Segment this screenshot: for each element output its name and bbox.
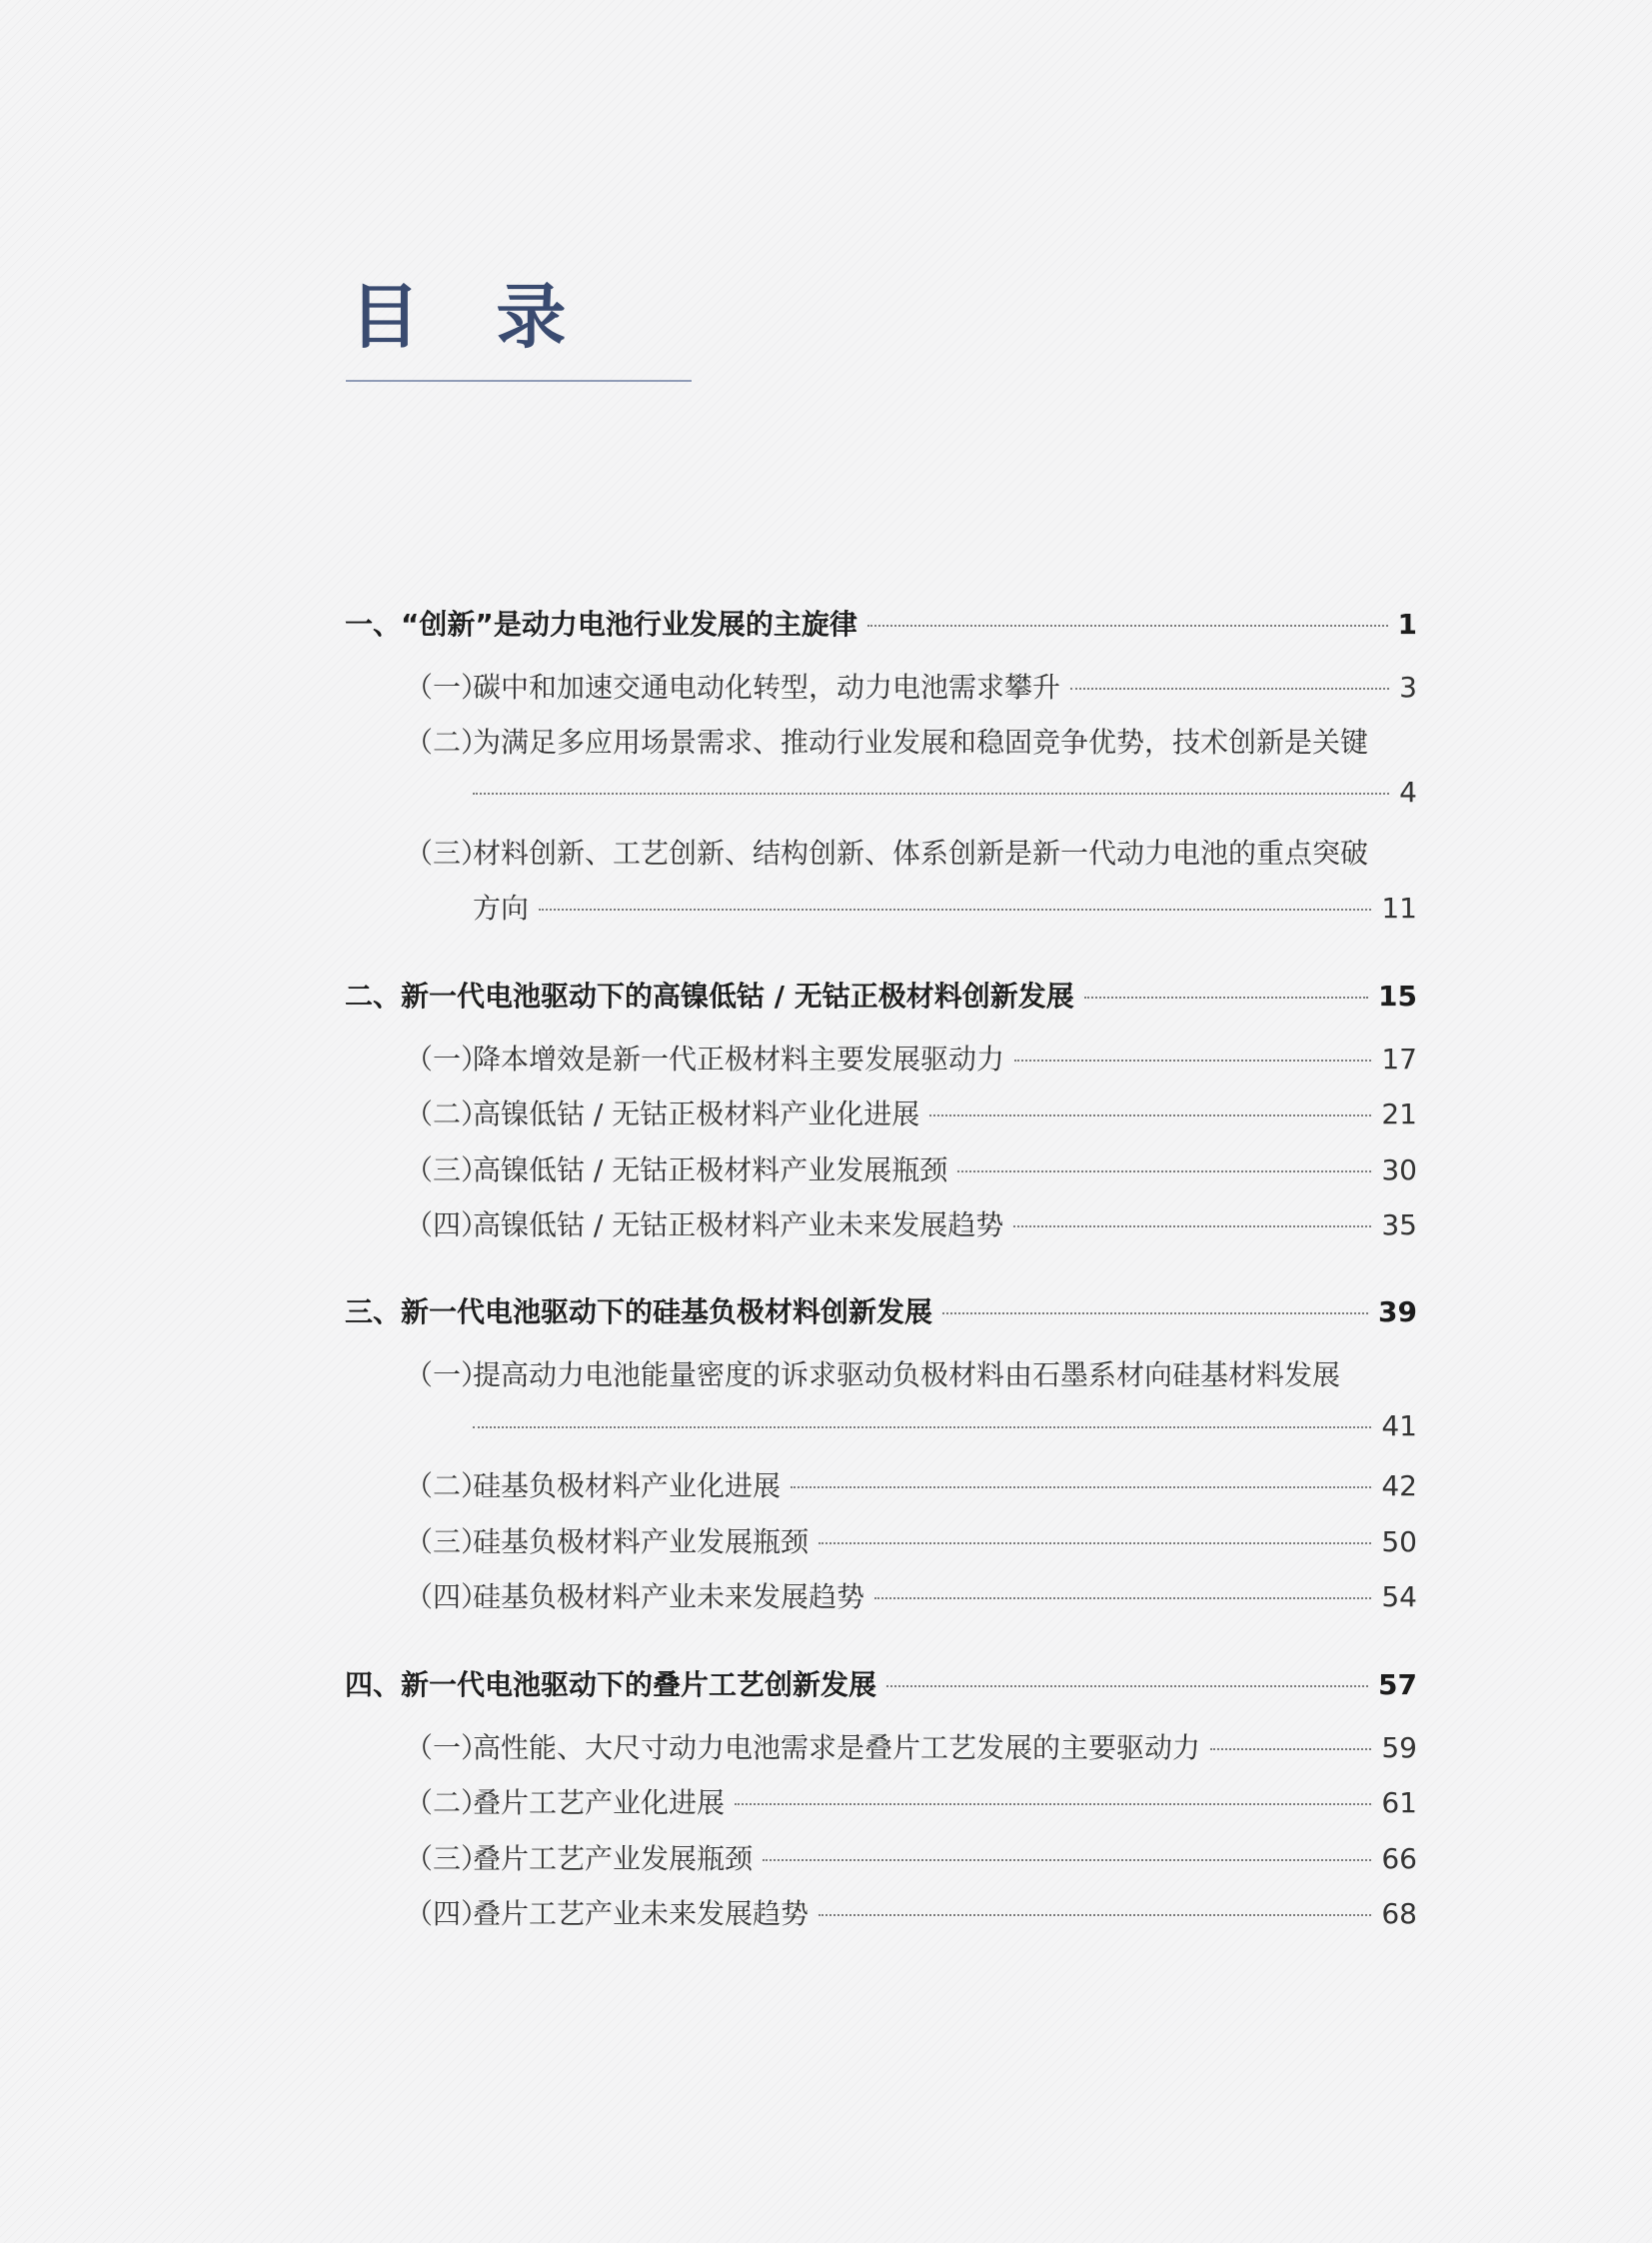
section-marker: （三） — [405, 1153, 490, 1186]
section-marker: （三） — [405, 1842, 490, 1875]
section-marker: （四） — [405, 1580, 490, 1613]
toc-section-3-4[interactable] — [405, 1575, 1417, 1615]
toc-section-2-1[interactable] — [405, 1038, 1417, 1078]
chapter-title: 新一代电池驱动下的叠片工艺创新发展 — [401, 1668, 877, 1701]
section-title: 高镍低钴 / 无钴正极材料产业发展瓶颈 — [473, 1153, 948, 1186]
chapter-number: 二、 — [345, 980, 402, 1013]
page-number: 61 — [1381, 1786, 1417, 1819]
toc-section-4-2[interactable] — [405, 1781, 1417, 1821]
section-title-continued: 方向 — [473, 892, 530, 925]
toc-section-3-1-continued[interactable] — [473, 1409, 1417, 1442]
chapter-title: “创新”是动力电池行业发展的主旋律 — [401, 608, 857, 641]
page-number: 30 — [1381, 1153, 1417, 1186]
page-number: 15 — [1378, 980, 1417, 1013]
toc-section-4-4[interactable] — [405, 1892, 1417, 1932]
page-number: 42 — [1381, 1469, 1417, 1502]
dot-leader — [1013, 1225, 1371, 1227]
dot-leader — [473, 793, 1389, 795]
dot-leader — [957, 1170, 1371, 1172]
toc-section-1-2[interactable] — [405, 721, 1417, 761]
toc-chapter-1[interactable] — [345, 603, 1417, 643]
page-number: 35 — [1381, 1208, 1417, 1241]
toc-section-1-3[interactable] — [405, 832, 1417, 872]
toc-section-1-3-continued[interactable] — [473, 887, 1417, 927]
page-number: 39 — [1378, 1295, 1417, 1328]
page-number: 59 — [1381, 1731, 1417, 1764]
toc-section-4-3[interactable] — [405, 1837, 1417, 1877]
section-marker: （一） — [405, 1043, 490, 1076]
dot-leader — [942, 1312, 1368, 1314]
toc-section-1-1[interactable] — [405, 666, 1417, 706]
page-number: 17 — [1381, 1043, 1417, 1076]
toc-section-2-3[interactable] — [405, 1148, 1417, 1188]
section-marker: （四） — [405, 1208, 490, 1241]
section-title: 为满足多应用场景需求、推动行业发展和稳固竞争优势，技术创新是关键 — [473, 726, 1369, 759]
section-marker: （一） — [405, 1731, 490, 1764]
toc-section-3-2[interactable] — [405, 1464, 1417, 1504]
chapter-number: 一、 — [345, 608, 402, 641]
dot-leader — [763, 1859, 1371, 1861]
section-title: 高镍低钴 / 无钴正极材料产业化进展 — [473, 1098, 920, 1130]
chapter-title: 新一代电池驱动下的硅基负极材料创新发展 — [401, 1295, 933, 1328]
toc-chapter-4[interactable] — [345, 1663, 1417, 1703]
dot-leader — [791, 1486, 1371, 1488]
section-title: 降本增效是新一代正极材料主要发展驱动力 — [473, 1043, 1005, 1076]
section-title: 高镍低钴 / 无钴正极材料产业未来发展趋势 — [473, 1208, 1004, 1241]
section-title: 高性能、大尺寸动力电池需求是叠片工艺发展的主要驱动力 — [473, 1731, 1201, 1764]
section-marker: （二） — [405, 726, 490, 759]
dot-leader — [929, 1115, 1371, 1117]
toc-section-2-2[interactable] — [405, 1093, 1417, 1132]
dot-leader — [1084, 997, 1368, 999]
section-marker: （二） — [405, 1786, 490, 1819]
toc-chapter-2[interactable] — [345, 975, 1417, 1015]
dot-leader — [886, 1685, 1368, 1687]
chapter-number: 四、 — [345, 1668, 402, 1701]
section-title: 硅基负极材料产业发展瓶颈 — [473, 1525, 810, 1558]
title-underline — [346, 380, 692, 382]
dot-leader — [539, 909, 1371, 911]
section-marker: （四） — [405, 1897, 490, 1930]
page-number: 1 — [1397, 608, 1417, 641]
page-title: 目 录 — [350, 276, 593, 358]
section-marker: （二） — [405, 1098, 490, 1130]
section-title: 材料创新、工艺创新、结构创新、体系创新是新一代动力电池的重点突破 — [473, 837, 1369, 870]
dot-leader — [874, 1597, 1371, 1599]
dot-leader — [867, 625, 1388, 627]
toc-section-3-3[interactable] — [405, 1520, 1417, 1560]
page-number: 57 — [1378, 1668, 1417, 1701]
section-marker: （二） — [405, 1469, 490, 1502]
chapter-title: 新一代电池驱动下的高镍低钴 / 无钴正极材料创新发展 — [401, 980, 1074, 1013]
page-number: 41 — [1381, 1409, 1417, 1442]
section-title: 硅基负极材料产业未来发展趋势 — [473, 1580, 865, 1613]
chapter-number: 三、 — [345, 1295, 402, 1328]
page-number: 21 — [1381, 1098, 1417, 1130]
section-title: 叠片工艺产业化进展 — [473, 1786, 726, 1819]
page-number: 3 — [1399, 671, 1417, 704]
page-number: 68 — [1381, 1897, 1417, 1930]
section-marker: （三） — [405, 837, 490, 870]
dot-leader — [819, 1914, 1371, 1916]
dot-leader — [1210, 1748, 1371, 1750]
section-title: 碳中和加速交通电动化转型，动力电池需求攀升 — [473, 671, 1061, 704]
page-number: 4 — [1399, 776, 1417, 809]
section-title: 硅基负极材料产业化进展 — [473, 1469, 782, 1502]
dot-leader — [819, 1542, 1371, 1544]
toc-chapter-3[interactable] — [345, 1290, 1417, 1330]
section-marker: （一） — [405, 1358, 490, 1391]
section-marker: （一） — [405, 671, 490, 704]
section-title: 提高动力电池能量密度的诉求驱动负极材料由石墨系材向硅基材料发展 — [473, 1358, 1341, 1391]
section-title: 叠片工艺产业发展瓶颈 — [473, 1842, 754, 1875]
dot-leader — [1014, 1060, 1371, 1062]
page-number: 50 — [1381, 1525, 1417, 1558]
dot-leader — [473, 1426, 1371, 1428]
page-number: 66 — [1381, 1842, 1417, 1875]
toc-section-3-1[interactable] — [405, 1353, 1417, 1393]
section-title: 叠片工艺产业未来发展趋势 — [473, 1897, 810, 1930]
page-number: 11 — [1381, 892, 1417, 925]
toc-section-4-1[interactable] — [405, 1726, 1417, 1766]
toc-section-1-2-continued[interactable] — [473, 776, 1417, 809]
dot-leader — [735, 1803, 1371, 1805]
toc-section-2-4[interactable] — [405, 1203, 1417, 1243]
page-number: 54 — [1381, 1580, 1417, 1613]
dot-leader — [1070, 688, 1389, 690]
section-marker: （三） — [405, 1525, 490, 1558]
